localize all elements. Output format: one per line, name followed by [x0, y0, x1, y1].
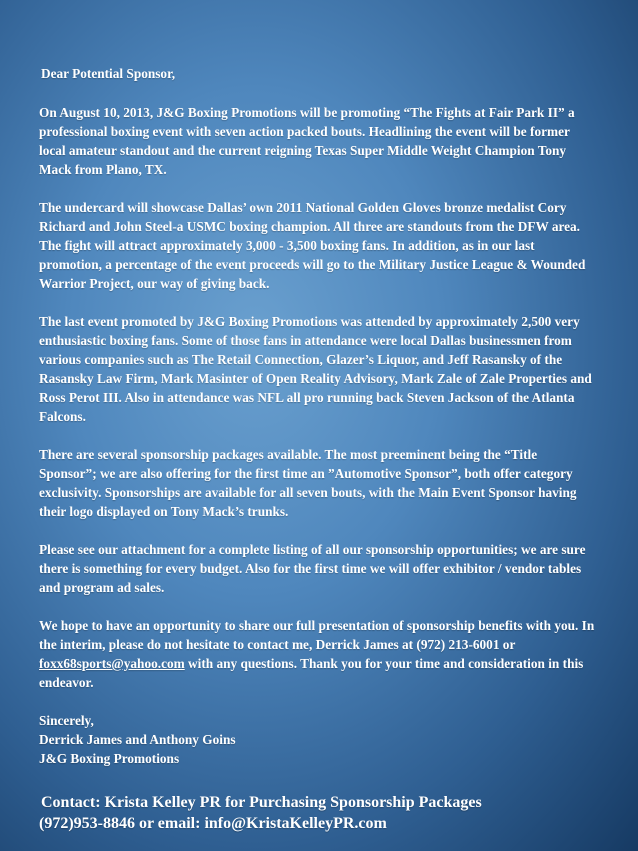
sign-off: Sincerely, [39, 713, 94, 728]
paragraph-last-event: The last event promoted by J&G Boxing Promotions was attended by approximately 2,500 very enthusiastic boxing fans. Some of those fans in attendance were local Dallas businessmen from various companies such as The Retail Connection, Glazer’s Liquor, and Jeff Rasansky of the Rasansky Law Firm, Mark Masinter of Open Reality Advisory, Mark Zale of Zale Properties and Ross Perot III. Also in attendance was NFL all pro running back Steven Jackson of the Atlanta Falcons. [39, 314, 592, 424]
letter-closing [39, 711, 598, 768]
contact-block [39, 792, 598, 834]
paragraph-contact-request [39, 616, 598, 692]
paragraph-sponsorship-packages: There are several sponsorship packages available. The most preeminent being the “Title Sponsor”; we are also offering for the first time an ”Automotive Sponsor”, both offer category exclusivity. Sponsorships are available for all seven bouts, with the Main Event Sponsor having their logo displayed on Tony Mack’s trunks. [39, 447, 577, 519]
contact-line-1: Contact: Krista Kelley PR for Purchasing Sponsorship Packages [41, 794, 482, 811]
contact-line-2: (972)953-8846 or email: info@KristaKelleyPR.com [39, 815, 387, 832]
signer-company: J&G Boxing Promotions [39, 751, 180, 766]
contact-request-text: We hope to have an opportunity to share our full presentation of sponsorship benefits with you. In the interim, please do not hesitate to contact me, Derrick James at (972) 213-6001 or [39, 618, 595, 652]
email-link[interactable]: foxx68sports@yahoo.com [39, 656, 185, 671]
paragraph-event-intro: On August 10, 2013, J&G Boxing Promotions will be promoting “The Fights at Fair Park II” a professional boxing event with seven action packed bouts. Headlining the event will be former local amateur standout and the current reigning Texas Super Middle Weight Champion Tony Mack from Plano, TX. [39, 105, 575, 177]
letter-greeting: Dear Potential Sponsor, [41, 66, 176, 81]
sponsorship-letter [39, 64, 598, 768]
paragraph-attachment: Please see our attachment for a complete listing of all our sponsorship opportunities; we are sure there is something for every budget. Also for the first time we will offer exhibitor / vendor tables and program ad sales. [39, 542, 586, 595]
contact-request-closing-text: with any questions. Thank you for your time and consideration in this endeavor. [39, 656, 584, 690]
signer-names: Derrick James and Anthony Goins [39, 732, 236, 747]
paragraph-undercard: The undercard will showcase Dallas’ own 2011 National Golden Gloves bronze medalist Cory Richard and John Steel-a USMC boxing champion. All three are standouts from the DFW area. The fight will attract approximately 3,000 - 3,500 boxing fans. In addition, as in our last promotion, a percentage of the event proceeds will go to the Military Justice League & Wounded Warrior Project, our way of giving back. [39, 200, 586, 291]
